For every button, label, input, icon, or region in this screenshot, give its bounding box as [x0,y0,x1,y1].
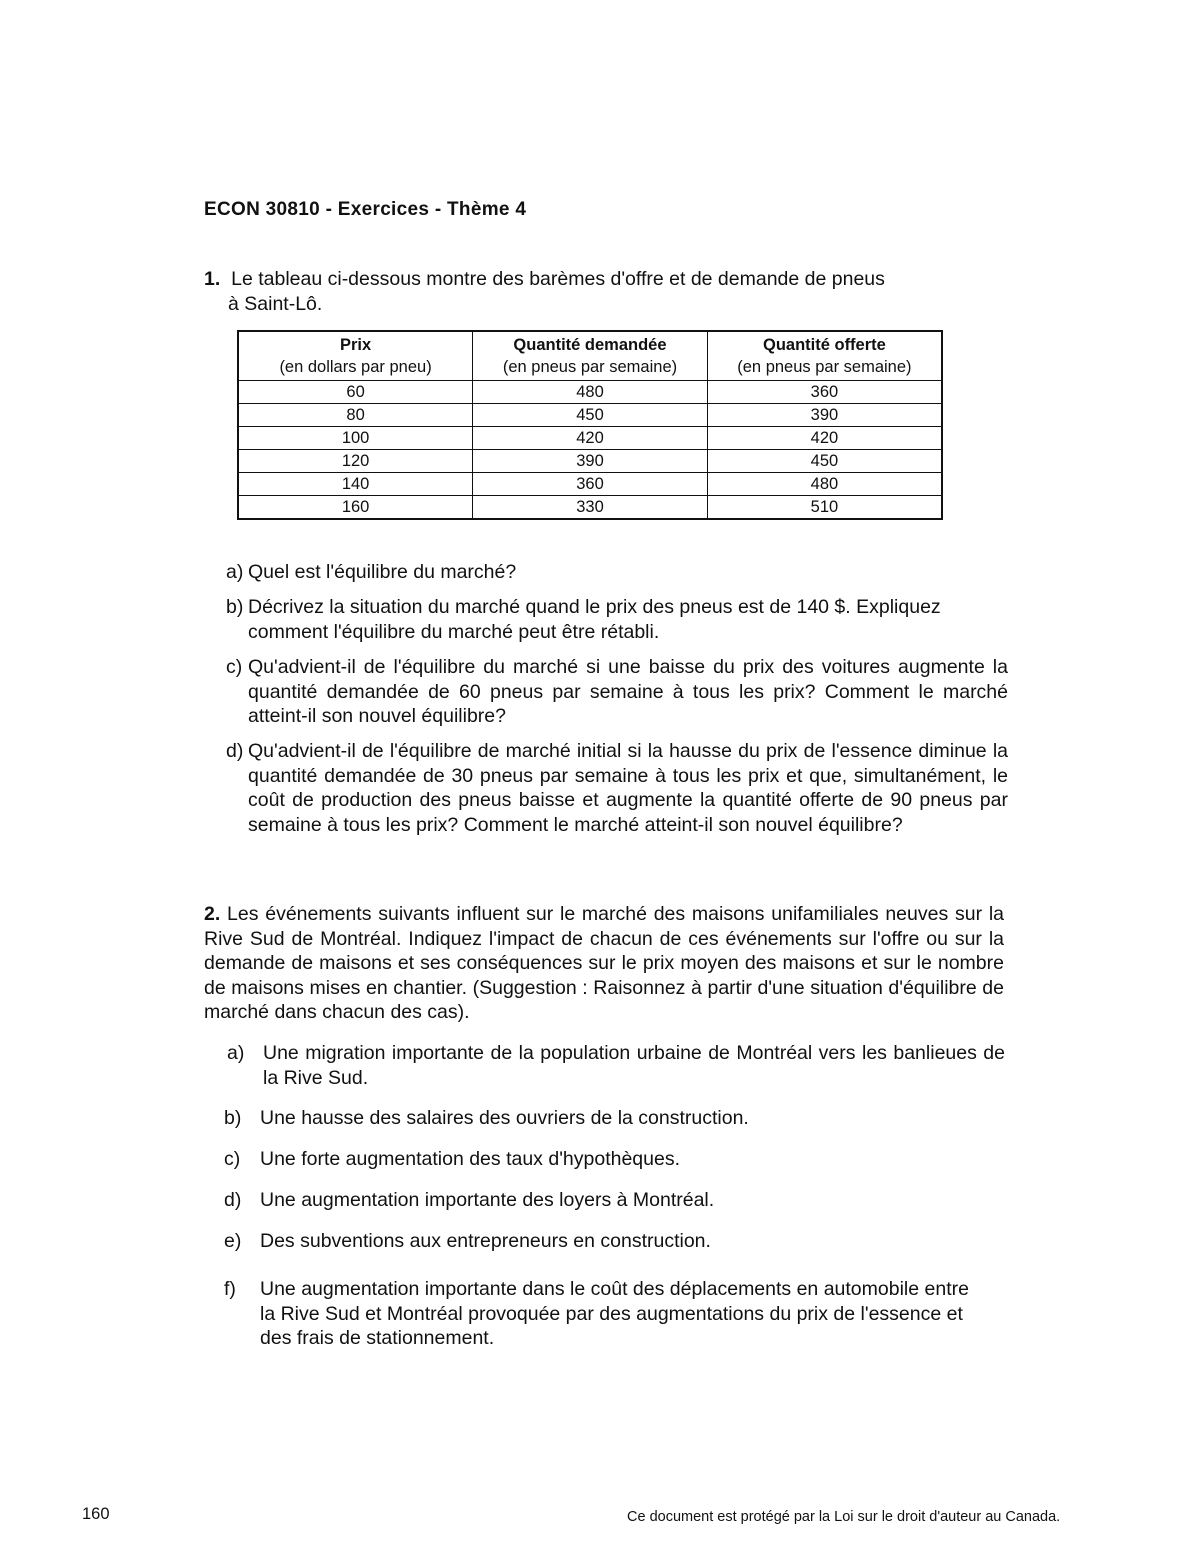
header-quantity-supplied [707,331,942,381]
supply-demand-table [237,330,943,520]
item-text: Une hausse des salaires des ouvriers de la construction. [260,1107,749,1129]
item-text: Des subventions aux entrepreneurs en construction. [260,1230,711,1252]
table-row [238,496,942,520]
cell-demanded: 420 [473,427,708,450]
item-text: Une augmentation importante des loyers à Montréal. [260,1189,715,1211]
question-1-intro [204,267,964,316]
cell-price: 100 [238,427,473,450]
table-row [238,404,942,427]
item-text: Qu'advient-il de l'équilibre de marché initial si la hausse du prix de l'essence diminue la quantité demandée de 30 pneus par semaine à tous les prix et que, simultanément, le coût de production des pneus baisse et augmente la quantité offerte de 90 pneus par semaine à tous les prix? Comment le marché atteint-il son nouvel équilibre? [248,740,1008,836]
cell-price: 140 [238,473,473,496]
cell-demanded: 330 [473,496,708,520]
cell-price: 120 [238,450,473,473]
question-1-number: 1. [204,268,221,290]
header-sub: (en dollars par pneu) [279,358,432,376]
header-quantity-demanded [473,331,708,381]
item-label: b) [224,1107,242,1129]
table-row [238,473,942,496]
item-label: e) [224,1230,242,1252]
cell-demanded: 480 [473,381,708,404]
item-label: b) [226,596,244,618]
question-2-number: 2. [204,903,221,925]
question-1-intro-line-2: à Saint-Lô. [228,292,323,315]
header-main: Prix [339,336,372,354]
cell-supplied: 420 [707,427,942,450]
cell-demanded: 360 [473,473,708,496]
item-text: Qu'advient-il de l'équilibre du marché si une baisse du prix des voitures augmente la quantité demandée de 60 pneus par semaine à tous les prix? Comment le marché atteint-il son nouvel équilibre? [248,656,1008,727]
item-label: c) [224,1148,241,1170]
item-label: d) [224,1189,242,1211]
cell-price: 60 [238,381,473,404]
table-row [238,427,942,450]
header-sub: (en pneus par semaine) [737,358,912,376]
header-main: Quantité offerte [762,336,886,354]
table-row [238,450,942,473]
item-text: Une migration importante de la population urbaine de Montréal vers les banlieues de la Rive Sud. [263,1042,1005,1089]
item-label: a) [227,1042,245,1064]
question-2-intro-text: Les événements suivants influent sur le marché des maisons unifamiliales neuves sur la Rive Sud de Montréal. Indiquez l'impact de chacun de ces événements sur l'offre ou sur la demande de maisons et ses conséquences sur le prix moyen des maisons et sur le nombre de maisons mises en chantier. (Suggestion : Raisonnez à partir d'une situation d'équilibre de marché dans chacun des cas). [204,903,1004,1023]
cell-supplied: 390 [707,404,942,427]
cell-price: 160 [238,496,473,520]
item-text: Une forte augmentation des taux d'hypothèques. [260,1148,681,1170]
item-label: d) [226,740,244,762]
header-sub: (en pneus par semaine) [502,358,678,376]
item-text: Quel est l'équilibre du marché? [248,561,517,583]
cell-supplied: 450 [707,450,942,473]
table-header-row [238,331,942,381]
item-text: Décrivez la situation du marché quand le prix des pneus est de 140 $. Expliquez comment l'équilibre du marché peut être rétabli. [248,596,941,643]
cell-supplied: 510 [707,496,942,520]
cell-supplied: 480 [707,473,942,496]
table-row [238,381,942,404]
copyright-notice: Ce document est protégé par la Loi sur le droit d'auteur au Canada. [627,1509,1061,1525]
cell-supplied: 360 [707,381,942,404]
page-number: 160 [82,1505,110,1523]
question-2-intro [204,902,1004,1025]
question-1-intro-line-1: Le tableau ci-dessous montre des barèmes d'offre et de demande de pneus [231,268,885,290]
item-text: Une augmentation importante dans le coût des déplacements en automobile entre la Rive Sud et Montréal provoquée par des augmentations du prix de l'essence et des frais de stationnement. [260,1278,969,1349]
header-main: Quantité demandée [513,336,667,354]
item-label: c) [226,656,243,678]
item-label: f) [224,1278,236,1300]
cell-demanded: 390 [473,450,708,473]
cell-price: 80 [238,404,473,427]
header-price [238,331,473,381]
item-label: a) [226,561,244,583]
cell-demanded: 450 [473,404,708,427]
page-title: ECON 30810 - Exercices - Thème 4 [204,199,527,220]
